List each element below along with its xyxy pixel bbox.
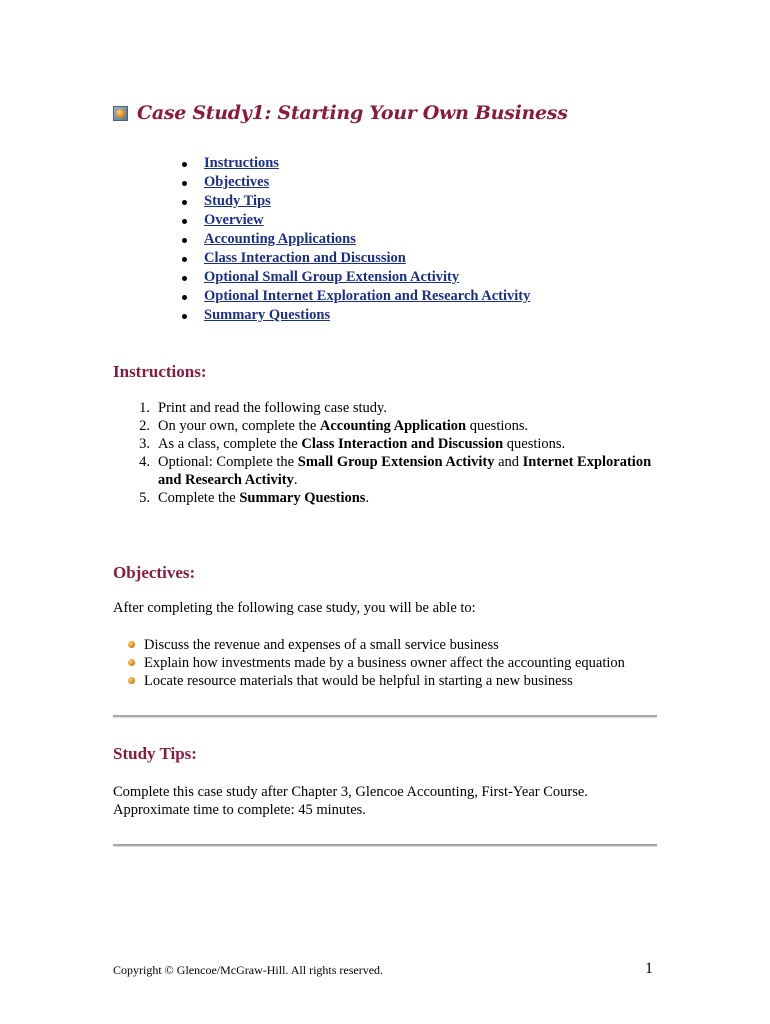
toc-item <box>180 192 530 211</box>
toc-link-overview[interactable]: Overview <box>204 212 264 228</box>
toc-link-internet-exploration[interactable]: Optional Internet Exploration and Research Activity <box>204 288 531 304</box>
section-divider <box>113 844 657 847</box>
page-number: 1 <box>645 960 653 977</box>
toc-link-objectives[interactable]: Objectives <box>204 174 270 190</box>
study-tips-line-1: Complete this case study after Chapter 3, Glencoe Accounting, First-Year Course. <box>113 784 588 800</box>
instructions-list <box>113 399 673 507</box>
study-tips-heading: Study Tips: <box>113 744 197 763</box>
instruction-text: On your own, complete the Accounting Application questions. <box>158 418 529 434</box>
orange-bullet-icon <box>128 641 135 648</box>
toc-link-accounting-applications[interactable]: Accounting Applications <box>204 231 356 247</box>
instruction-number: 1. <box>139 400 150 416</box>
toc-link-small-group-extension[interactable]: Optional Small Group Extension Activity <box>204 269 460 285</box>
instruction-item <box>113 489 673 507</box>
toc-link-summary-questions[interactable]: Summary Questions <box>204 307 331 323</box>
instruction-number: 5. <box>139 490 150 506</box>
instruction-text: Print and read the following case study. <box>158 400 387 416</box>
objectives-list <box>128 636 625 690</box>
toc-item <box>180 287 530 306</box>
toc-link-class-interaction[interactable]: Class Interaction and Discussion <box>204 250 406 266</box>
instruction-item <box>113 417 673 435</box>
toc-item <box>180 211 530 230</box>
instruction-item <box>113 453 673 489</box>
toc-item <box>180 249 530 268</box>
study-tips-line-2: Approximate time to complete: 45 minutes. <box>113 802 366 818</box>
objectives-heading: Objectives: <box>113 563 196 582</box>
section-divider <box>113 715 657 718</box>
objective-item: Discuss the revenue and expenses of a small service business <box>128 636 625 654</box>
toc-item <box>180 230 530 249</box>
orange-bullet-icon <box>128 659 135 666</box>
page-title-row <box>113 100 568 126</box>
toc-link-instructions[interactable]: Instructions <box>204 155 279 171</box>
instruction-text: Complete the Summary Questions. <box>158 490 370 506</box>
instruction-number: 4. <box>139 454 150 470</box>
instruction-text: Optional: Complete the Small Group Extension Activity and Internet Exploration and Research Activity. <box>158 454 652 488</box>
orange-bullet-icon <box>128 677 135 684</box>
page-title: Case Study1: Starting Your Own Business <box>137 102 568 124</box>
instruction-item <box>113 435 673 453</box>
objective-item: Locate resource materials that would be helpful in starting a new business <box>128 672 625 690</box>
toc-item <box>180 306 530 325</box>
toc-link-study-tips[interactable]: Study Tips <box>204 193 271 209</box>
objective-item: Explain how investments made by a business owner affect the accounting equation <box>128 654 625 672</box>
instruction-number: 2. <box>139 418 150 434</box>
instruction-item <box>113 399 673 417</box>
toc-item <box>180 154 530 173</box>
globe-bullet-icon <box>113 106 128 121</box>
instruction-number: 3. <box>139 436 150 452</box>
toc-item <box>180 173 530 192</box>
table-of-contents <box>180 154 530 325</box>
instructions-heading: Instructions: <box>113 362 207 381</box>
copyright-footer: Copyright © Glencoe/McGraw-Hill. All rights reserved. <box>113 963 384 977</box>
instruction-text: As a class, complete the Class Interaction and Discussion questions. <box>158 436 566 452</box>
toc-item <box>180 268 530 287</box>
objectives-intro: After completing the following case study, you will be able to: <box>113 600 476 616</box>
